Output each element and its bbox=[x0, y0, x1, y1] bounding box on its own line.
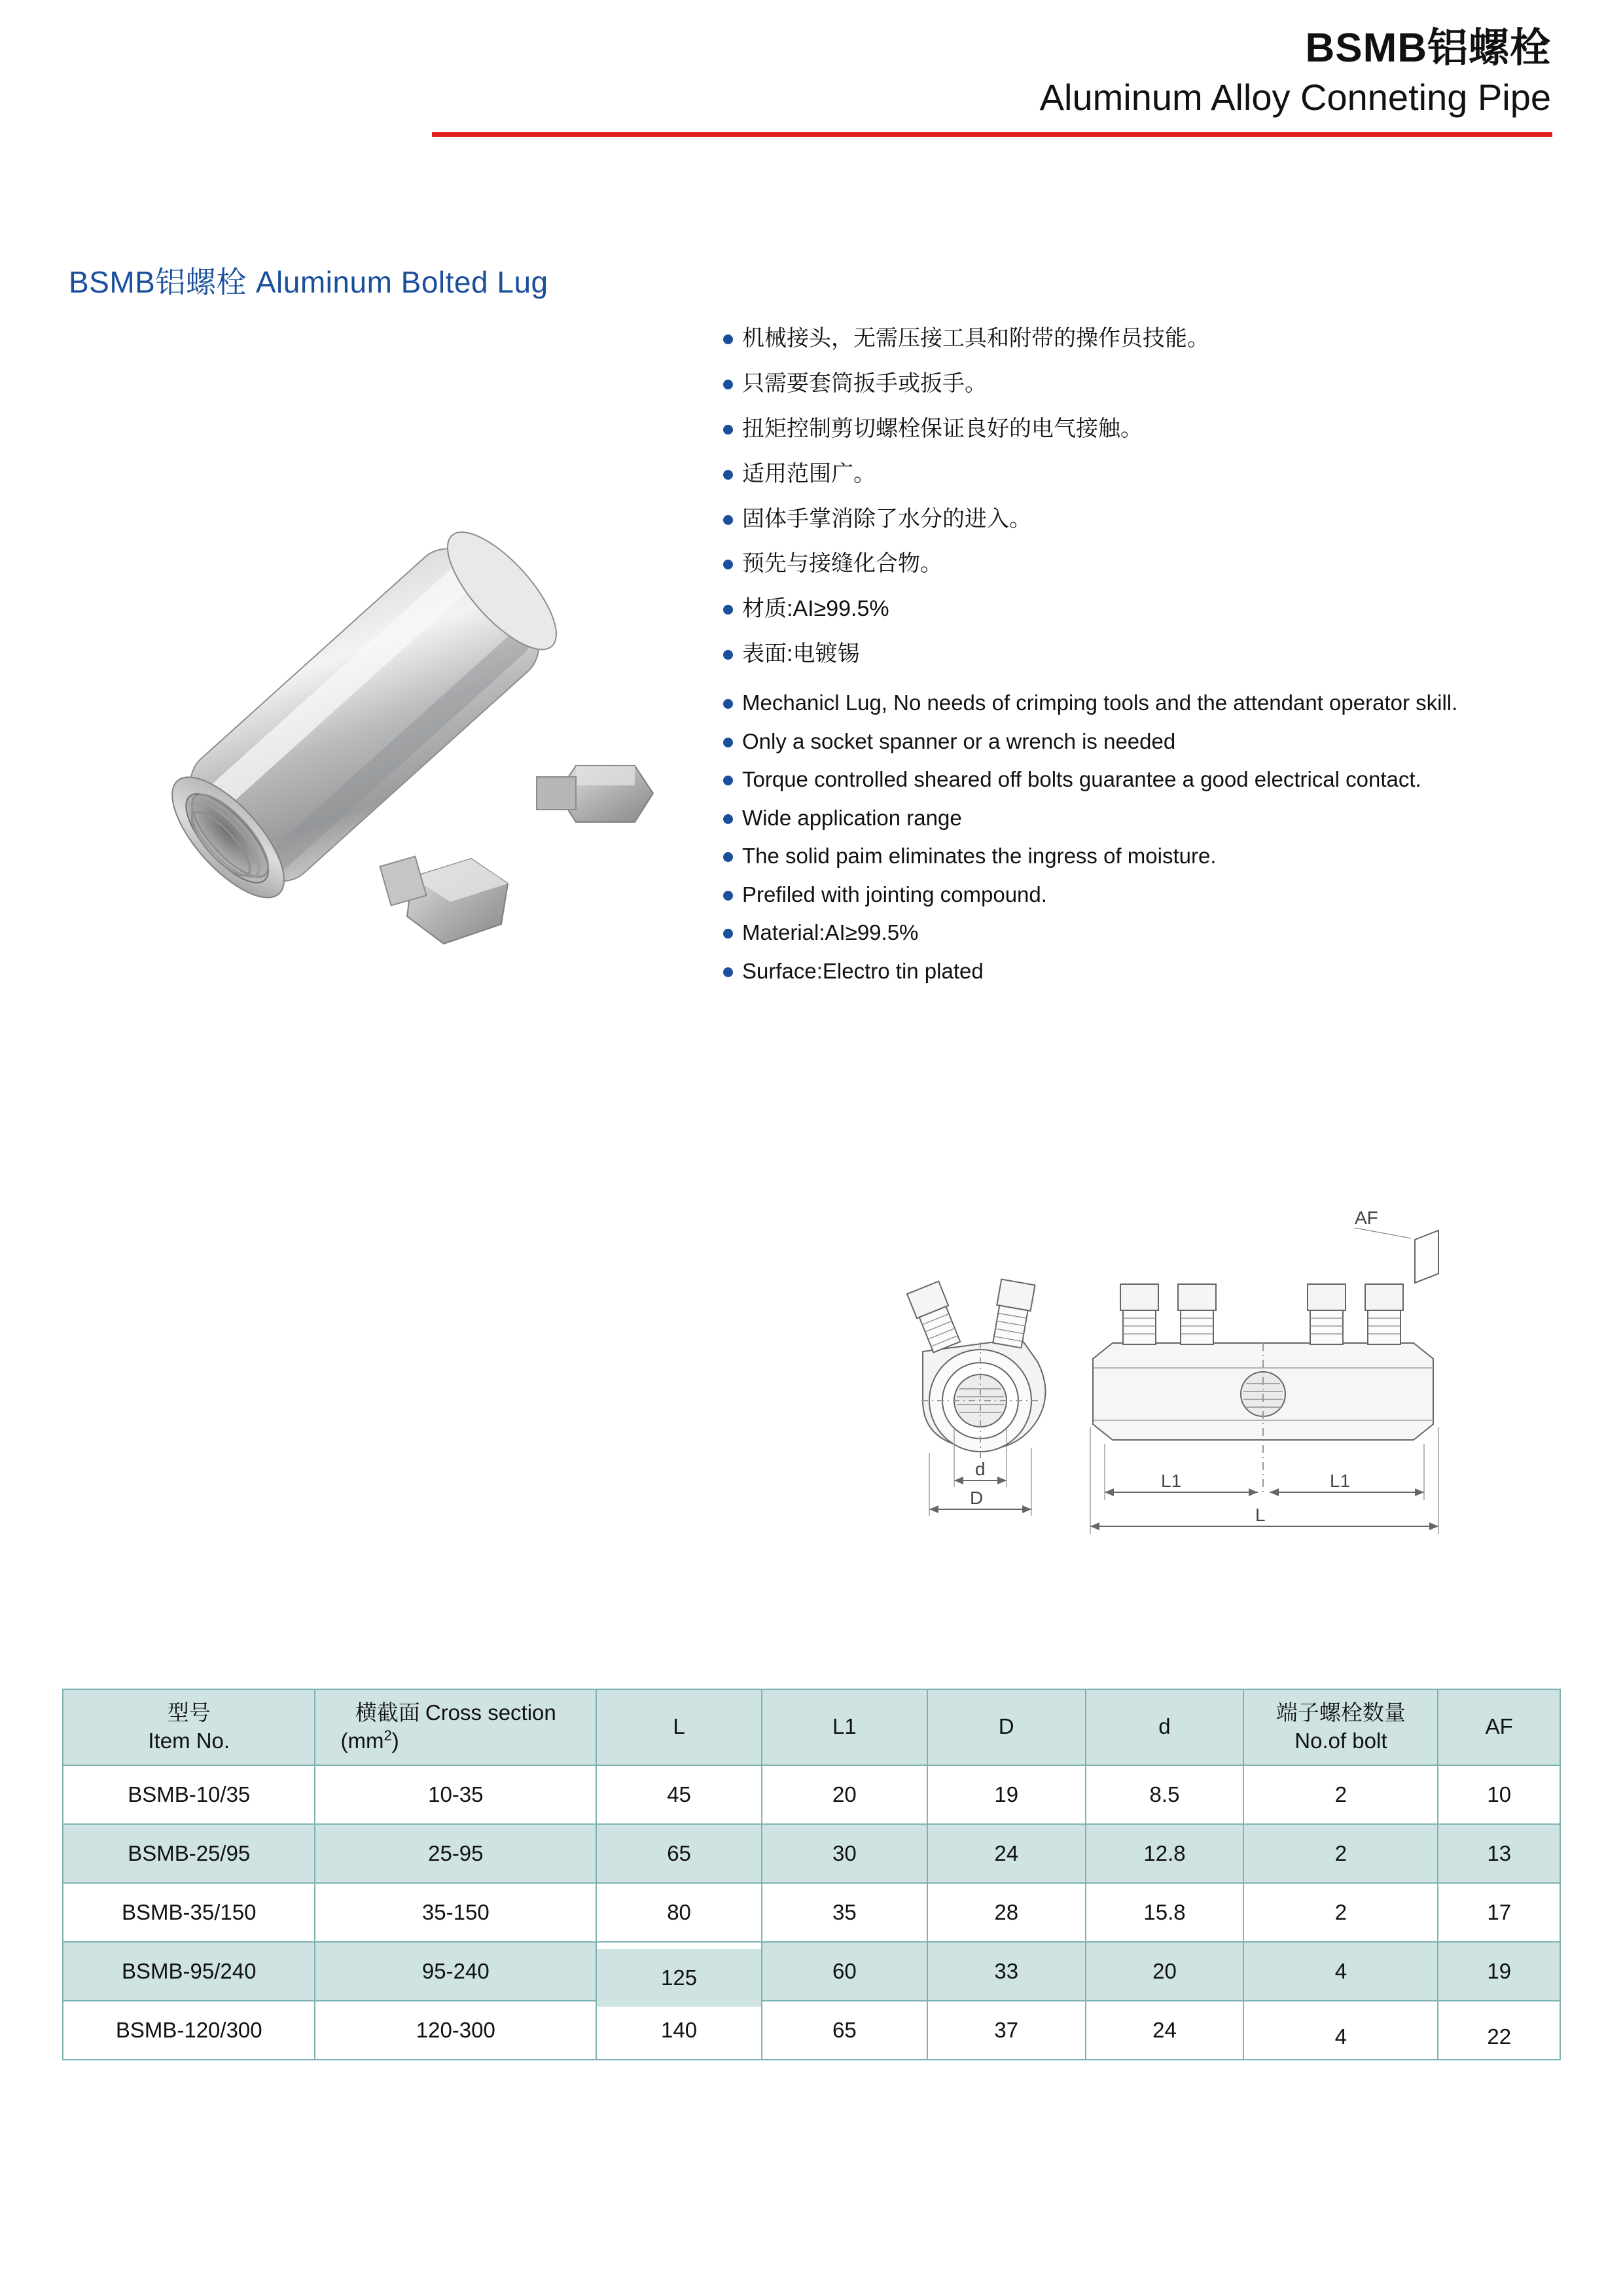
header-divider bbox=[432, 132, 1552, 137]
feature-text: Prefiled with jointing compound. bbox=[742, 882, 1047, 906]
feature-text: Wide application range bbox=[742, 805, 962, 830]
col-header-bolt-cn: 端子螺栓数量 bbox=[1275, 1700, 1406, 1725]
spec-table-wrapper bbox=[62, 1689, 1561, 2060]
cell-af: 13 bbox=[1438, 1824, 1560, 1883]
feature-text: 适用范围广。 bbox=[742, 461, 876, 486]
list-item bbox=[723, 880, 1554, 910]
table-row bbox=[63, 1765, 1560, 1824]
bullet-icon bbox=[723, 929, 733, 939]
cell-item-no: BSMB-120/300 bbox=[63, 2001, 315, 2060]
bullet-icon bbox=[723, 470, 733, 480]
list-item bbox=[723, 594, 1554, 624]
bullet-icon bbox=[723, 605, 733, 615]
section-title-en: Aluminum Bolted Lug bbox=[255, 265, 548, 299]
list-item bbox=[723, 689, 1554, 718]
cell-l: 45 bbox=[596, 1765, 762, 1824]
col-header-cross-unit-end: ) bbox=[391, 1728, 399, 1753]
cell-l: 125 bbox=[596, 1948, 762, 2007]
table-row bbox=[63, 1824, 1560, 1883]
cell-l1: 35 bbox=[762, 1883, 927, 1942]
col-header-af: AF bbox=[1438, 1689, 1560, 1765]
table-row bbox=[63, 2001, 1560, 2060]
table-header-row bbox=[63, 1689, 1560, 1765]
cell-l1: 30 bbox=[762, 1824, 927, 1883]
header-title-cn: BSMB铝螺栓 bbox=[1305, 26, 1551, 71]
dim-l1-left: L1 bbox=[1161, 1471, 1182, 1491]
col-header-cross-unit-sup: 2 bbox=[383, 1727, 392, 1744]
table-row bbox=[63, 1942, 1560, 2001]
bullet-icon bbox=[723, 560, 733, 569]
bullet-icon bbox=[723, 380, 733, 389]
dim-d-small: d bbox=[975, 1459, 986, 1479]
cell-item-no: BSMB-10/35 bbox=[63, 1765, 315, 1824]
feature-text: 只需要套筒扳手或扳手。 bbox=[742, 370, 987, 396]
cell-bolt: 4 bbox=[1243, 2007, 1438, 2066]
list-item bbox=[723, 369, 1554, 399]
dim-l1-right: L1 bbox=[1330, 1471, 1351, 1491]
list-item bbox=[723, 804, 1554, 833]
bullet-icon bbox=[723, 967, 733, 977]
table-body bbox=[63, 1765, 1560, 2060]
list-item bbox=[723, 957, 1554, 986]
drawing-end-view bbox=[907, 1280, 1046, 1516]
col-header-item-en: Item No. bbox=[148, 1728, 230, 1753]
bullet-icon bbox=[723, 814, 733, 824]
cell-d-small: 20 bbox=[1086, 1942, 1244, 2001]
col-header-d-big: D bbox=[927, 1689, 1086, 1765]
cell-item-no: BSMB-35/150 bbox=[63, 1883, 315, 1942]
cell-d-small: 12.8 bbox=[1086, 1824, 1244, 1883]
col-header-cross-cn: 横截面 bbox=[355, 1700, 420, 1725]
cell-cross-section: 25-95 bbox=[315, 1824, 596, 1883]
list-item bbox=[723, 727, 1554, 757]
cell-d-big: 24 bbox=[927, 1824, 1086, 1883]
drawing-side-view bbox=[1090, 1208, 1438, 1534]
bullet-icon bbox=[723, 699, 733, 709]
header-title-en: Aluminum Alloy Conneting Pipe bbox=[1039, 77, 1551, 118]
table-row bbox=[63, 1883, 1560, 1942]
feature-list-cn bbox=[723, 324, 1554, 669]
bullet-icon bbox=[723, 891, 733, 901]
feature-text: 表面:电镀锡 bbox=[742, 641, 860, 667]
col-header-d-small: d bbox=[1086, 1689, 1244, 1765]
list-item bbox=[723, 918, 1554, 948]
feature-text: Material:AI≥99.5% bbox=[742, 920, 919, 945]
bullet-icon bbox=[723, 776, 733, 785]
bullet-icon bbox=[723, 738, 733, 747]
cell-cross-section: 35-150 bbox=[315, 1883, 596, 1942]
spec-table bbox=[62, 1689, 1561, 2060]
cell-af: 19 bbox=[1438, 1942, 1560, 2001]
bullet-icon bbox=[723, 425, 733, 435]
list-item bbox=[723, 505, 1554, 534]
feature-text: 材质:AI≥99.5% bbox=[742, 596, 889, 622]
feature-text: The solid paim eliminates the ingress of moisture. bbox=[742, 844, 1217, 869]
col-header-item-cn: 型号 bbox=[167, 1700, 211, 1725]
cell-l: 80 bbox=[596, 1883, 762, 1942]
col-header-item-no bbox=[63, 1689, 315, 1765]
list-item bbox=[723, 639, 1554, 669]
bullet-icon bbox=[723, 852, 733, 862]
bullet-icon bbox=[723, 650, 733, 660]
cell-d-small: 8.5 bbox=[1086, 1765, 1244, 1824]
feature-text: Surface:Electro tin plated bbox=[742, 958, 984, 983]
cell-item-no: BSMB-95/240 bbox=[63, 1942, 315, 2001]
list-item bbox=[723, 765, 1554, 795]
feature-text: Torque controlled sheared off bolts guarantee a good electrical contact. bbox=[742, 767, 1421, 792]
cell-bolt: 2 bbox=[1243, 1824, 1438, 1883]
cell-bolt: 4 bbox=[1243, 1942, 1438, 2001]
list-item bbox=[723, 414, 1554, 444]
cell-bolt: 2 bbox=[1243, 1765, 1438, 1824]
col-header-bolt-en: No.of bolt bbox=[1294, 1728, 1387, 1753]
bullet-icon bbox=[723, 515, 733, 525]
cell-d-big: 28 bbox=[927, 1883, 1086, 1942]
feature-list-en bbox=[723, 689, 1554, 986]
page-header bbox=[0, 0, 1623, 137]
technical-drawing bbox=[897, 1204, 1551, 1623]
cell-cross-section: 95-240 bbox=[315, 1942, 596, 2001]
cell-l1: 60 bbox=[762, 1942, 927, 2001]
cell-l: 140 bbox=[596, 2001, 762, 2060]
product-photo bbox=[118, 458, 694, 1047]
col-header-cross-en: Cross section bbox=[425, 1700, 556, 1725]
cell-bolt: 2 bbox=[1243, 1883, 1438, 1942]
section-title bbox=[69, 259, 548, 302]
feature-text: Only a socket spanner or a wrench is needed bbox=[742, 728, 1176, 753]
col-header-l: L bbox=[596, 1689, 762, 1765]
section-title-cn: BSMB铝螺栓 bbox=[69, 265, 247, 299]
cell-cross-section: 120-300 bbox=[315, 2001, 596, 2060]
cell-d-big: 33 bbox=[927, 1942, 1086, 2001]
bullet-icon bbox=[723, 334, 733, 344]
cell-d-small: 15.8 bbox=[1086, 1883, 1244, 1942]
dim-l: L bbox=[1255, 1505, 1266, 1525]
cell-af: 10 bbox=[1438, 1765, 1560, 1824]
cell-l1: 65 bbox=[762, 2001, 927, 2060]
list-item bbox=[723, 324, 1554, 353]
col-header-l1: L1 bbox=[762, 1689, 927, 1765]
feature-text: 固体手掌消除了水分的进入。 bbox=[742, 506, 1031, 531]
cell-d-big: 19 bbox=[927, 1765, 1086, 1824]
col-header-cross-unit: (mm bbox=[340, 1728, 384, 1753]
feature-text: Mechanicl Lug, No needs of crimping tools and the attendant operator skill. bbox=[742, 691, 1458, 715]
cell-af: 22 bbox=[1438, 2007, 1560, 2066]
feature-lists bbox=[723, 324, 1554, 995]
dim-d-big: D bbox=[970, 1488, 984, 1508]
col-header-bolt bbox=[1243, 1689, 1438, 1765]
table-head bbox=[63, 1689, 1560, 1765]
cell-d-small: 24 bbox=[1086, 2001, 1244, 2060]
list-item bbox=[723, 549, 1554, 579]
cell-d-big: 37 bbox=[927, 2001, 1086, 2060]
cell-af: 17 bbox=[1438, 1883, 1560, 1942]
cell-l: 65 bbox=[596, 1824, 762, 1883]
feature-text: 扭矩控制剪切螺栓保证良好的电气接触。 bbox=[742, 416, 1143, 441]
dim-af: AF bbox=[1355, 1208, 1378, 1228]
col-header-cross-section bbox=[315, 1689, 596, 1765]
cell-cross-section: 10-35 bbox=[315, 1765, 596, 1824]
cell-l1: 20 bbox=[762, 1765, 927, 1824]
list-item bbox=[723, 842, 1554, 871]
feature-text: 机械接头，无需压接工具和附带的操作员技能。 bbox=[742, 326, 1209, 351]
list-item bbox=[723, 459, 1554, 489]
cell-item-no: BSMB-25/95 bbox=[63, 1824, 315, 1883]
feature-text: 预先与接缝化合物。 bbox=[742, 551, 942, 577]
